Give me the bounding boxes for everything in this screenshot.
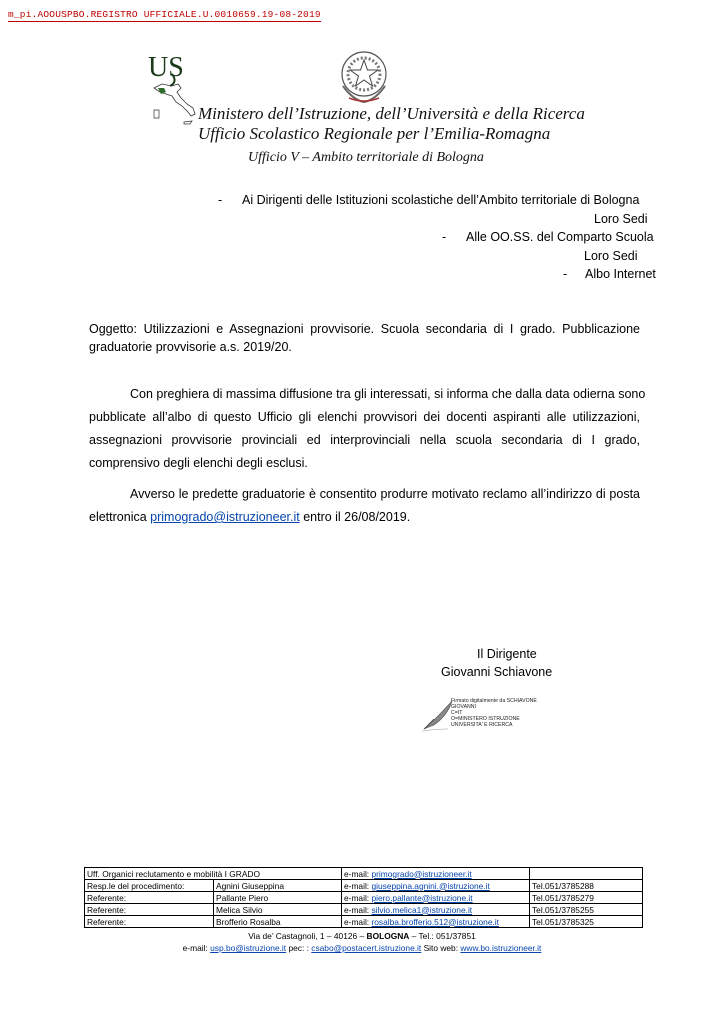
digital-signature-line: GIOVANNI	[451, 704, 476, 710]
subject-line: graduatorie provvisorie a.s. 2019/20.	[89, 340, 292, 354]
signature-name: Giovanni Schiavone	[441, 665, 553, 679]
table-cell-phone: Tel.051/3785255	[530, 904, 643, 916]
digital-signature-text	[451, 698, 561, 728]
table-cell-name: Pallante Piero	[214, 892, 342, 904]
table-cell-email: e-mail: primogrado@istruzioneer.it	[342, 868, 530, 880]
recipient-bullet: -	[218, 193, 223, 207]
body-line: Con preghiera di massima diffusione tra gli interessati, si informa che dalla data odierna sono	[130, 387, 646, 401]
table-row	[85, 880, 643, 892]
ministry-name: Ministero dell’Istruzione, dell’Università e della Ricerca	[198, 104, 585, 123]
table-cell-label: Referente:	[85, 904, 214, 916]
footer-email-link[interactable]: usp.bo@istruzione.it	[210, 943, 287, 953]
digital-signature-line: UNIVERSITA' E RICERCA	[451, 722, 513, 728]
table-cell-phone: Tel.051/3785279	[530, 892, 643, 904]
table-cell-name: Brofferio Rosalba	[214, 916, 342, 928]
body-line: comprensivo degli elenchi degli esclusi.	[89, 456, 308, 470]
table-row	[85, 916, 643, 928]
body-text: entro il 26/08/2019.	[299, 510, 411, 524]
recipient-line: Loro Sedi	[584, 249, 638, 263]
table-cell-email: e-mail: silvio.melica1@istruzione.it	[342, 904, 530, 916]
protocol-stamp: m_pi.AOOUSPBO.REGISTRO UFFICIALE.U.0010659.19-08-2019	[8, 9, 321, 20]
table-cell-phone	[530, 868, 643, 880]
email-link[interactable]: piero.pallante@istruzione.it	[371, 892, 473, 903]
recipient-line: Albo Internet	[585, 267, 656, 281]
body-line: Avverso le predette graduatorie è consentito produrre motivato reclamo all’indirizzo di posta	[130, 487, 640, 501]
reclamo-email-link[interactable]: primogrado@istruzioneer.it	[150, 510, 300, 524]
table-cell-phone: Tel.051/3785325	[530, 916, 643, 928]
table-cell-label: Referente:	[85, 916, 214, 928]
table-cell-label: Uff. Organici reclutamento e mobilità I GRADO	[85, 868, 342, 880]
subject-line: Oggetto: Utilizzazioni e Assegnazioni provvisorie. Scuola secondaria di I grado. Pubblicazione	[89, 322, 640, 336]
body-line	[89, 506, 410, 530]
regional-office-name: Ufficio Scolastico Regionale per l’Emilia-Romagna	[198, 124, 551, 143]
signature-role: Il Dirigente	[477, 647, 537, 661]
table-cell-email: e-mail: giuseppina.agnini.@istruzione.it	[342, 880, 530, 892]
body-line: pubblicate all’albo di questo Ufficio gli elenchi provvisori dei docenti aspiranti alle utilizzazioni,	[89, 410, 640, 424]
table-cell-label: Resp.le del procedimento:	[85, 880, 214, 892]
email-link[interactable]: rosalba.brofferio.512@istruzione.it	[371, 916, 499, 927]
email-link[interactable]: giuseppina.agnini.@istruzione.it	[371, 880, 490, 891]
footer-address: Via de’ Castagnoli, 1 – 40126 – BOLOGNA – Tel.: 051/37851	[248, 931, 476, 941]
table-cell-email: e-mail: piero.pallante@istruzione.it	[342, 892, 530, 904]
recipient-bullet: -	[442, 230, 447, 244]
table-cell-label: Referente:	[85, 892, 214, 904]
table-row	[85, 892, 643, 904]
body-line: assegnazioni provvisorie provinciali ed interprovinciali nella scuola secondaria di I grado,	[89, 433, 640, 447]
recipient-line: Loro Sedi	[594, 212, 648, 226]
body-text: elettronica	[89, 510, 151, 524]
footer-contacts: e-mail: usp.bo@istruzione.it pec: : csabo@postacert.istruzione.it Sito web: www.bo.istruzioneer.it	[182, 943, 542, 953]
digital-signature-line: O=MINISTERO ISTRUZIONE	[451, 716, 520, 722]
recipient-line: Ai Dirigenti delle Istituzioni scolastiche dell’Ambito territoriale di Bologna	[242, 193, 640, 207]
footer-pec-link[interactable]: csabo@postacert.istruzione.it	[311, 943, 422, 953]
italian-republic-emblem-icon	[335, 46, 393, 106]
recipient-line: Alle OO.SS. del Comparto Scuola	[466, 230, 654, 244]
digital-signature-line: Firmato digitalmente da SCHIAVONE	[451, 698, 537, 704]
table-cell-name: Agnini Giuseppina	[214, 880, 342, 892]
contacts-table	[84, 867, 643, 928]
usr-logo-letters: US	[148, 52, 184, 83]
table-cell-name: Melica Silvio	[214, 904, 342, 916]
digital-signature-line: C=IT	[451, 710, 463, 716]
email-link[interactable]: silvio.melica1@istruzione.it	[371, 904, 473, 915]
table-cell-email: e-mail: rosalba.brofferio.512@istruzione.it	[342, 916, 530, 928]
recipient-bullet: -	[563, 267, 568, 281]
department-name: Ufficio V – Ambito territoriale di Bologna	[248, 150, 484, 165]
email-link[interactable]: primogrado@istruzioneer.it	[371, 868, 472, 879]
footer-website-link[interactable]: www.bo.istruzioneer.it	[460, 943, 542, 953]
footer-city: BOLOGNA	[366, 931, 410, 941]
table-cell-phone: Tel.051/3785288	[530, 880, 643, 892]
table-row	[85, 904, 643, 916]
table-row	[85, 868, 643, 880]
